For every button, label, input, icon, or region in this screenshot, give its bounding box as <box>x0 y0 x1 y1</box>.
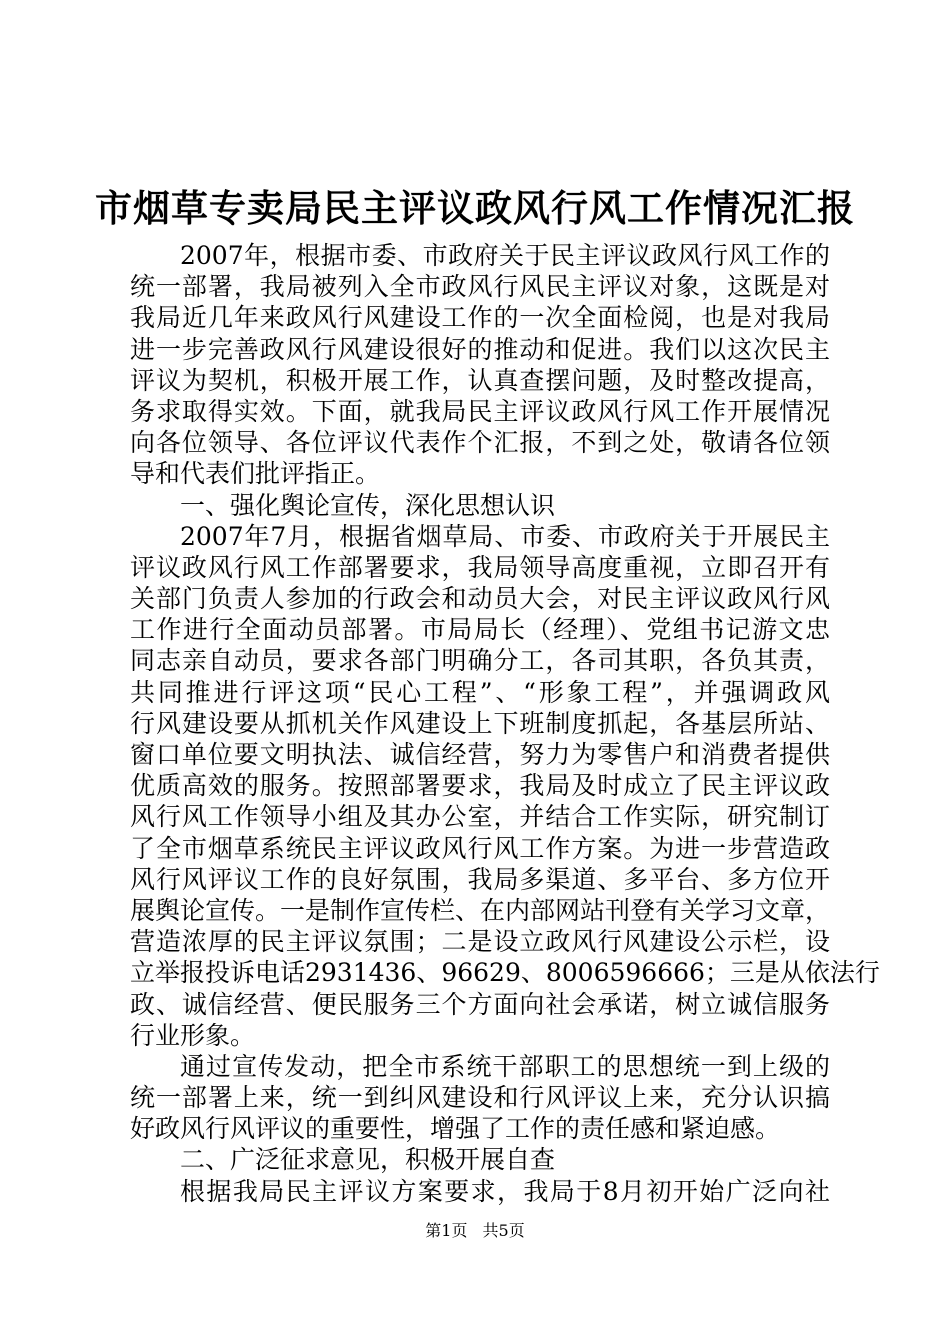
text-line: 共同推进行评这项“民心工程”、“形象工程”，并强调政风 <box>130 677 830 707</box>
text-line: 了全市烟草系统民主评议政风行风工作方案。为进一步营造政 <box>130 833 830 863</box>
text-line: 营造浓厚的民主评议氛围；二是设立政风行风建设公示栏，设 <box>130 927 830 957</box>
text-line: 统一部署，我局被列入全市政风行风民主评议对象，这既是对 <box>130 272 830 302</box>
text-line: 行业形象。 <box>130 1020 256 1050</box>
text-line: 根据我局民主评议方案要求，我局于8月初开始广泛向社 <box>180 1176 830 1206</box>
text-line: 评议政风行风工作部署要求，我局领导高度重视，立即召开有 <box>130 552 830 582</box>
text-line: 优质高效的服务。按照部署要求，我局及时成立了民主评议政 <box>130 771 830 801</box>
text-line: 评议为契机，积极开展工作，认真查摆问题，及时整改提高， <box>130 365 830 395</box>
text-line: 统一部署上来，统一到纠风建设和行风评议上来，充分认识搞 <box>130 1083 830 1113</box>
text-line: 一、强化舆论宣传，深化思想认识 <box>180 490 556 520</box>
text-line: 二、广泛征求意见，积极开展自查 <box>180 1145 556 1175</box>
document-title: 市烟草专卖局民主评议政风行风工作情况汇报 <box>95 186 855 230</box>
text-line: 关部门负责人参加的行政会和动员大会，对民主评议政风行风 <box>130 584 830 614</box>
text-line: 工作进行全面动员部署。市局局长（经理）、党组书记游文忠 <box>130 615 830 645</box>
text-line: 向各位领导、各位评议代表作个汇报，不到之处，敬请各位领 <box>130 428 830 458</box>
text-line: 通过宣传发动，把全市系统干部职工的思想统一到上级的 <box>180 1051 830 1081</box>
text-line: 政、诚信经营、便民服务三个方面向社会承诺，树立诚信服务 <box>130 989 830 1019</box>
text-line: 2007年7月，根据省烟草局、市委、市政府关于开展民主 <box>180 521 830 551</box>
page-footer <box>0 1218 950 1241</box>
page-number: 第1页 <box>425 1221 468 1240</box>
document-body <box>130 240 880 1207</box>
text-line: 2007年，根据市委、市政府关于民主评议政风行风工作的 <box>180 241 830 270</box>
text-line: 同志亲自动员，要求各部门明确分工，各司其职，各负其责， <box>130 646 830 676</box>
text-line: 风行风评议工作的良好氛围，我局多渠道、多平台、多方位开 <box>130 864 830 894</box>
text-line: 立举报投诉电话2931436、96629、8006596666；三是从依法行 <box>130 958 880 988</box>
text-line: 行风建设要从抓机关作风建设上下班制度抓起，各基层所站、 <box>130 708 830 738</box>
text-line: 好政风行风评议的重要性，增强了工作的责任感和紧迫感。 <box>130 1114 781 1144</box>
text-line: 进一步完善政风行风建设很好的推动和促进。我们以这次民主 <box>130 334 830 364</box>
text-line: 展舆论宣传。一是制作宣传栏、在内部网站刊登有关学习文章， <box>130 895 831 925</box>
text-line: 窗口单位要文明执法、诚信经营，努力为零售户和消费者提供 <box>130 740 830 769</box>
text-line: 务求取得实效。下面，就我局民主评议政风行风工作开展情况 <box>130 396 830 426</box>
text-line: 风行风工作领导小组及其办公室，并结合工作实际，研究制订 <box>130 802 830 832</box>
text-line: 我局近几年来政风行风建设工作的一次全面检阅，也是对我局 <box>130 303 830 333</box>
page-total: 共5页 <box>482 1221 525 1240</box>
text-line: 导和代表们批评指正。 <box>130 459 381 489</box>
